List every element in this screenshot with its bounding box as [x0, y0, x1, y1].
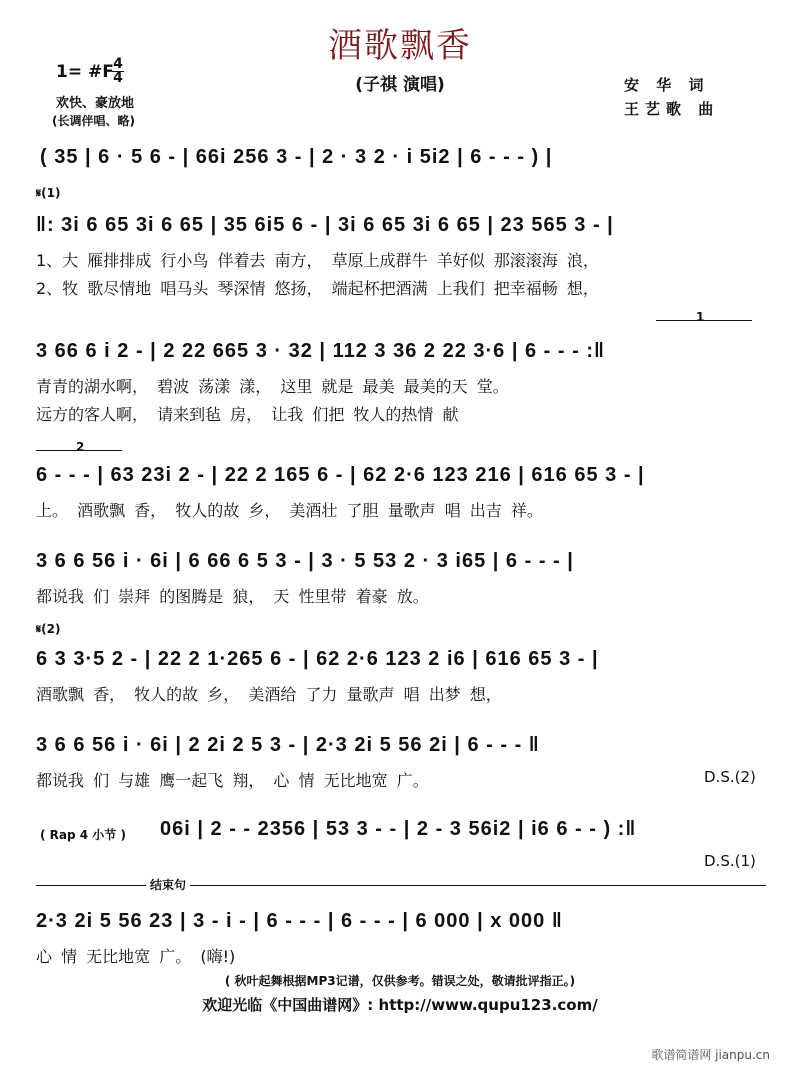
lyric-verse1-b: 青青的湖水啊， 碧波 荡漾 漾， 这里 就是 最美 最美的天 堂。 — [36, 377, 509, 396]
song-title: 酒歌飘香 — [328, 26, 472, 66]
key-signature: 1= #F — [56, 62, 114, 82]
music-line-rap: 06i | 2 - - 2356 | 53 3 - - | 2 - 3 56i2 | i6 6 - - ) :‖ — [160, 818, 637, 840]
rap-note: ( Rap 4 小节 ) — [40, 828, 126, 842]
lyric-chorus-b: 都说我 们 崇拜 的图腾是 狼， 天 性里带 着豪 放。 — [36, 587, 429, 606]
meter-top: 4 — [113, 56, 123, 72]
lyric-verse2-a: 2、牧 歌尽情地 唱马头 琴深情 悠扬， 端起杯把酒满 上我们 把幸福畅 想， — [36, 279, 599, 298]
welcome-line: 欢迎光临《中国曲谱网》: http://www.qupu123.com/ — [202, 996, 598, 1014]
tempo-marking: 欢快、豪放地 — [56, 96, 135, 111]
lyric-chorus-a: 上。 酒歌飘 香， 牧人的故 乡， 美酒壮 了胆 量歌声 唱 出吉 祥。 — [36, 501, 543, 520]
lyric-ending: 心 情 无比地宽 广。 (嗨!) — [36, 947, 236, 966]
segno-1: 𝄋(1) — [36, 186, 61, 200]
volta-1-label: 1 — [696, 310, 705, 324]
music-line-verse-a: ‖: 3i 6 65 3i 6 65 | 35 6i5 6 - | 3i 6 65 3i 6 65 | 23 565 3 - | — [36, 214, 614, 236]
volta-2-label: 2 — [76, 440, 85, 454]
time-signature — [112, 58, 124, 85]
music-line-intro: ( 35 | 6 · 5 6 - | 66i 256 3 - | 2 · 3 2 · i 5i2 | 6 - - - ) | — [40, 146, 553, 168]
performance-note: (长调伴唱、略) — [52, 114, 135, 128]
music-line-chorus2-b: 3 6 6 56 i · 6i | 2 2i 2 5 3 - | 2·3 2i 5 56 2i | 6 - - - ‖ — [36, 734, 540, 756]
music-line-verse-b: 3 66 6 i 2 - | 2 22 665 3 · 32 | 112 3 36 2 22 3·6 | 6 - - - :‖ — [36, 340, 605, 362]
music-line-ending: 2·3 2i 5 56 23 | 3 - i - | 6 - - - | 6 - - - | 6 000 | x 000 ‖ — [36, 910, 563, 932]
composer-credit: 王艺歌 曲 — [624, 100, 720, 118]
music-line-chorus-a: 6 - - - | 63 23i 2 - | 22 2 165 6 - | 62 2·6 123 216 | 616 65 3 - | — [36, 464, 645, 486]
dal-segno-1: D.S.(1) — [704, 852, 756, 870]
music-line-chorus-b: 3 6 6 56 i · 6i | 6 66 6 5 3 - | 3 · 5 53 2 · 3 i65 | 6 - - - | — [36, 550, 574, 572]
singer-subtitle: (子祺 演唱) — [355, 75, 445, 95]
ending-label: 结束句 — [146, 876, 190, 893]
lyric-chorus2-a: 酒歌飘 香， 牧人的故 乡， 美酒给 了力 量歌声 唱 出梦 想， — [36, 685, 502, 704]
transcriber-note: ( 秋叶起舞根据MP3记谱，仅供参考。错误之处，敬请批评指正。) — [224, 974, 576, 988]
music-line-chorus2-a: 6 3 3·5 2 - | 22 2 1·265 6 - | 62 2·6 123 2 i6 | 616 65 3 - | — [36, 648, 599, 670]
lyricist-credit: 安 华 词 — [624, 76, 710, 94]
lyric-verse1-a: 1、大 雁排排成 行小鸟 伴着去 南方， 草原上成群牛 羊好似 那滚滚海 浪， — [36, 251, 599, 270]
dal-segno-2: D.S.(2) — [704, 768, 756, 786]
watermark: 歌谱简谱网 jianpu.cn — [651, 1048, 770, 1062]
lyric-verse2-b: 远方的客人啊， 请来到毡 房， 让我 们把 牧人的热情 献 — [36, 405, 459, 424]
lyric-chorus2-b: 都说我 们 与雄 鹰一起飞 翔， 心 情 无比地宽 广。 — [36, 771, 429, 790]
segno-2: 𝄋(2) — [36, 622, 61, 636]
meter-bottom: 4 — [113, 70, 123, 86]
